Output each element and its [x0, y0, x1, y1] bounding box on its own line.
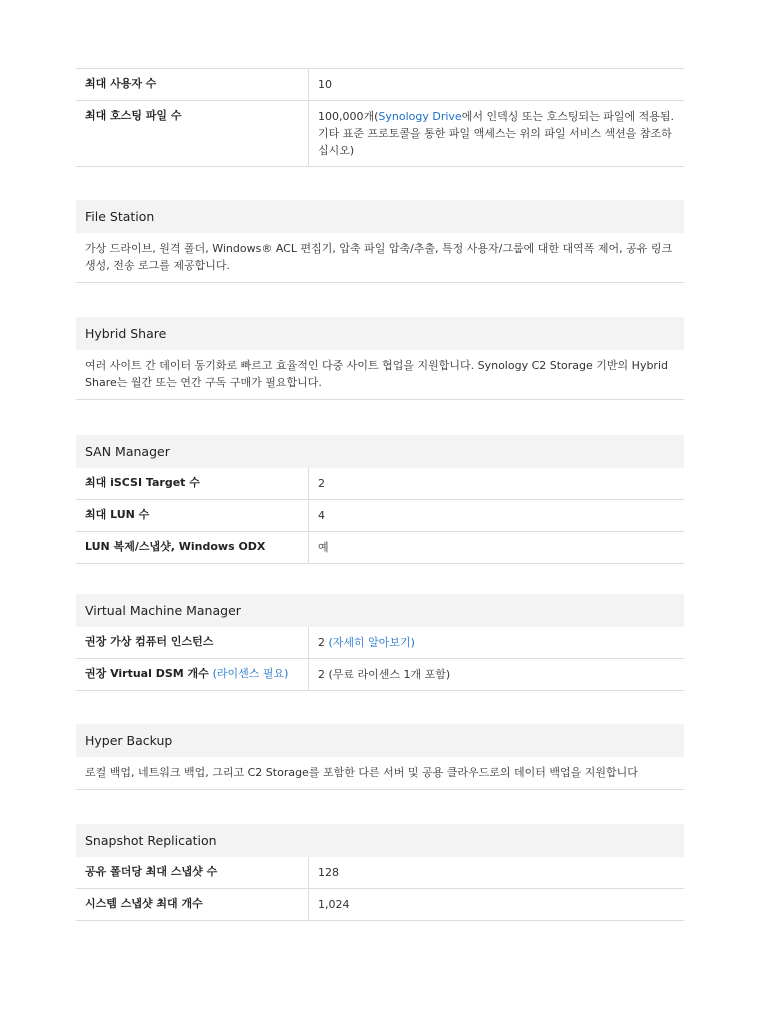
section-title: SAN Manager — [76, 435, 684, 468]
value-text-pre: 100,000개( — [318, 110, 379, 123]
vmm-section — [76, 594, 684, 691]
spec-label: 최대 iSCSI Target 수 — [85, 476, 200, 489]
spec-label: 최대 사용자 수 — [85, 77, 157, 90]
file-station-section — [76, 200, 684, 283]
spec-label: 시스템 스냅샷 최대 개수 — [85, 897, 203, 910]
learn-more-link[interactable]: (자세히 알아보기) — [328, 636, 415, 649]
section-title: Snapshot Replication — [76, 824, 684, 857]
license-required-link[interactable]: (라이센스 필요) — [212, 667, 289, 680]
spec-value — [308, 101, 684, 166]
synology-drive-link[interactable]: Synology Drive — [378, 110, 462, 123]
spec-value: 2 — [308, 468, 684, 499]
section-description: 가상 드라이브, 원격 폴더, Windows® ACL 편집기, 압축 파일 압축/추출, 특정 사용자/그룹에 대한 대역폭 제어, 공유 링크 생성, 전송 로그를 제공합니다. — [76, 233, 684, 283]
table-row — [76, 101, 684, 167]
spec-label: 권장 가상 컴퓨터 인스턴스 — [85, 635, 214, 648]
table-row — [76, 532, 684, 564]
san-manager-section — [76, 435, 684, 564]
spec-value: 10 — [308, 69, 684, 100]
hyper-backup-section — [76, 724, 684, 790]
section-description: 여러 사이트 간 데이터 동기화로 빠르고 효율적인 다중 사이트 협업을 지원합니다. Synology C2 Storage 기반의 Hybrid Share는 월간 또는 연간 구독 구매가 필요합니다. — [76, 350, 684, 400]
spec-value: 128 — [308, 857, 684, 888]
spec-value: 4 — [308, 500, 684, 531]
table-row — [76, 627, 684, 659]
drive-spec-table — [76, 68, 684, 167]
spec-label: LUN 복제/스냅샷, Windows ODX — [85, 540, 266, 553]
table-row — [76, 659, 684, 691]
section-title: Hyper Backup — [76, 724, 684, 757]
snapshot-table — [76, 857, 684, 921]
section-title: Virtual Machine Manager — [76, 594, 684, 627]
san-manager-table — [76, 468, 684, 564]
vmm-table — [76, 627, 684, 691]
section-title: File Station — [76, 200, 684, 233]
section-description: 로컬 백업, 네트워크 백업, 그리고 C2 Storage를 포함한 다른 서버 및 공용 클라우드로의 데이터 백업을 지원합니다 — [76, 757, 684, 790]
hybrid-share-section — [76, 317, 684, 400]
spec-value — [308, 627, 684, 658]
table-row — [76, 857, 684, 889]
spec-label: 최대 LUN 수 — [85, 508, 150, 521]
snapshot-replication-section — [76, 824, 684, 921]
section-title: Hybrid Share — [76, 317, 684, 350]
table-row — [76, 500, 684, 532]
spec-label: 최대 호스팅 파일 수 — [85, 109, 182, 122]
table-row — [76, 889, 684, 921]
spec-value: 2 (무료 라이센스 1개 포함) — [308, 659, 684, 690]
label-text: 권장 Virtual DSM 개수 — [85, 667, 213, 680]
spec-label — [76, 659, 308, 690]
spec-value: 예 — [308, 532, 684, 563]
table-row — [76, 468, 684, 500]
table-row — [76, 69, 684, 101]
spec-label: 공유 폴더당 최대 스냅샷 수 — [85, 865, 218, 878]
value-text-post: 에서 인덱싱 또는 호스팅되는 파일에 적용됨. 기타 표준 프로토콜을 통한 파일 액세스는 위의 파일 서비스 섹션을 참조하십시오) — [318, 110, 674, 157]
value-text: 2 — [318, 636, 329, 649]
spec-value: 1,024 — [308, 889, 684, 920]
